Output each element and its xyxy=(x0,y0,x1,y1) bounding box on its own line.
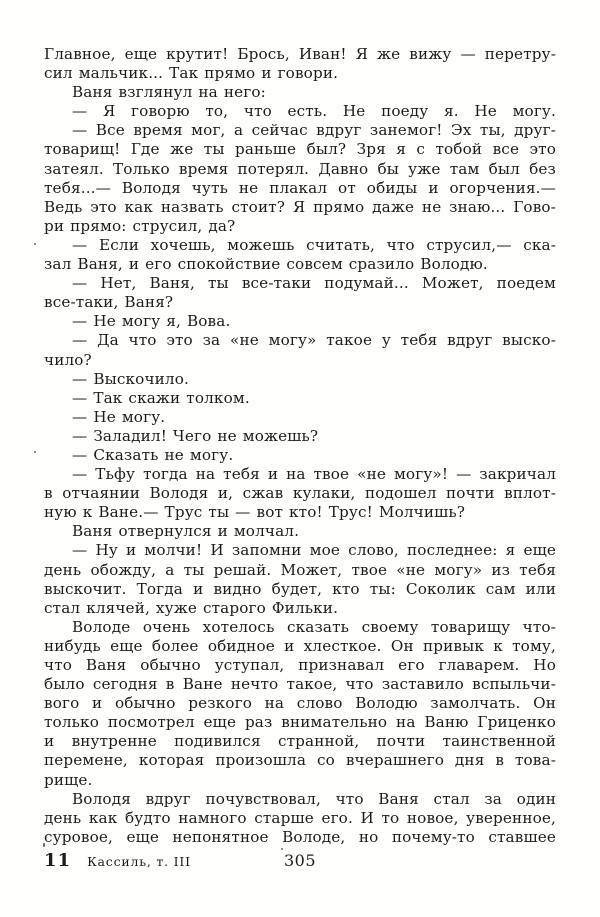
text-line: рище. xyxy=(44,770,93,789)
text-line: — Так скажи толком. xyxy=(72,388,250,407)
text-line: что Ваня обычно уступал, признавал его главарем. Но xyxy=(44,656,556,674)
text-line: Ведь это как назвать стоит? Я прямо даже не знаю... Гово- xyxy=(44,197,556,216)
text-line: — Тьфу тогда на тебя и на твое «не могу»! — закричал xyxy=(72,465,556,484)
text-line: зал Ваня, и его спокойствие совсем сразило Володю. xyxy=(44,255,488,274)
text-line: Володе очень хотелось сказать своему товарищу что- xyxy=(72,617,556,636)
edition-label: Кассиль, т. III xyxy=(87,854,191,869)
text-line: — Не могу я, Вова. xyxy=(72,312,231,331)
text-line: — Не могу. xyxy=(72,407,166,426)
page-number: 305 xyxy=(283,851,317,870)
ink-speck xyxy=(43,843,45,847)
text-line: — Я говорю то, что есть. Не поеду я. Не могу. xyxy=(72,102,556,121)
text-line: чило? xyxy=(44,350,92,369)
text-line: Главное, еще крутит! Брось, Иван! Я же вижу — перетру- xyxy=(44,45,556,63)
signature-number: 11 xyxy=(44,850,72,871)
ink-speck xyxy=(281,848,283,850)
text-line: день обожду, а ты решай. Может, твое «не могу» из тебя xyxy=(44,560,556,579)
text-line: только посмотрел еще раз внимательно на Ваню Гриценко xyxy=(44,713,556,732)
text-line: — Ну и молчи! И запомни мое слово, последнее: я еще xyxy=(72,541,556,560)
text-line: перемене, которая произошла со вчерашнего дня в това- xyxy=(44,751,556,770)
text-line: — Заладил! Чего не можешь? xyxy=(72,426,319,445)
text-line: — Сказать не могу. xyxy=(72,445,234,464)
text-line: нибудь еще более обидное и хлесткое. Он привык к тому, xyxy=(44,636,556,655)
text-line: Ваня отвернулся и молчал. xyxy=(72,522,300,541)
text-line: выскочит. Тогда и видно будет, кто ты: Соколик сам или xyxy=(44,579,556,598)
text-line: стал клячей, хуже старого Фильки. xyxy=(44,598,339,617)
text-line: сил мальчик... Так прямо и говори. xyxy=(44,64,339,83)
text-line: — Выскочило. xyxy=(72,369,189,388)
text-line: день как будто намного старше его. И то новое, уверенное, xyxy=(44,808,556,827)
text-line: все-таки, Ваня? xyxy=(44,293,174,312)
text-line: Ваня взглянул на него: xyxy=(72,83,266,102)
text-line: было сегодня в Ване нечто такое, что заставило вспыльчи- xyxy=(44,675,556,694)
text-line: товарищ! Где же ты раньше был? Зря я с тобой все это xyxy=(44,140,556,159)
ink-speck xyxy=(34,243,36,245)
text-line: тебя...— Володя чуть не плакал от обиды и огорчения.— xyxy=(44,178,556,197)
text-line: затеял. Только время потерял. Давно бы уже там был без xyxy=(44,159,556,178)
text-line: в отчаянии Володя и, сжав кулаки, подошел почти вплот- xyxy=(44,484,556,503)
text-line: — Если хочешь, можешь считать, что струсил,— ска- xyxy=(72,235,556,254)
ink-speck xyxy=(34,451,36,453)
text-line: Володя вдруг почувствовал, что Ваня стал за один xyxy=(72,789,556,808)
page-text xyxy=(44,45,556,847)
text-line: ную к Ване.— Трус ты — вот кто! Трус! Молчишь? xyxy=(44,503,466,522)
text-line: ри прямо: струсил, да? xyxy=(44,216,236,235)
text-line: — Да что это за «не могу» такое у тебя вдруг выско- xyxy=(72,331,556,350)
text-line: — Все время мог, а сейчас вдруг занемог! Эх ты, друг- xyxy=(72,121,556,140)
text-line: суровое, еще непонятное Володе, но почему-то ставшее xyxy=(44,827,556,846)
text-line: вого и обычно резкого на слово Володю замолчать. Он xyxy=(44,694,556,713)
page-footer xyxy=(44,850,556,876)
text-line: — Нет, Ваня, ты все-таки подумай... Может, поедем xyxy=(72,274,556,293)
text-line: и внутренне подивился странной, почти таинственной xyxy=(44,732,556,751)
